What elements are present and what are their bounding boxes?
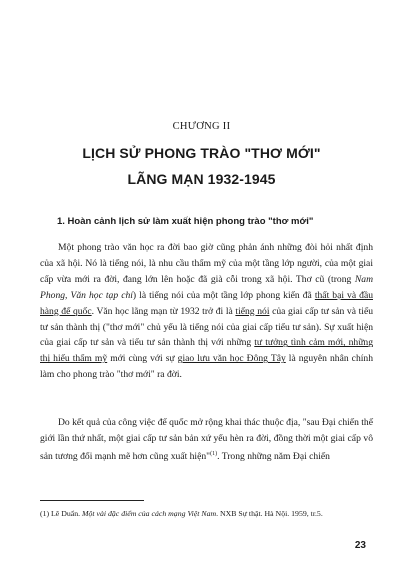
p1-underline-4: giao lưu văn học Đông Tây	[177, 353, 286, 365]
footnote	[40, 508, 373, 520]
p1-underline-2: tiếng nói	[235, 305, 270, 317]
chapter-title-line-1: LỊCH SỬ PHONG TRÀO "THƠ MỚI"	[82, 145, 321, 161]
chapter-title-line-2: LÃNG MẠN 1932-1945	[127, 171, 276, 187]
footnote-text-1: (1) Lê Duẩn.	[40, 509, 82, 518]
paragraph-2	[40, 415, 373, 465]
section-heading: 1. Hoàn cảnh lịch sử làm xuất hiện phong trào "thơ mới"	[57, 216, 314, 227]
p1-text-5: mới cùng với sự	[107, 353, 178, 365]
chapter-label: CHƯƠNG II	[172, 121, 231, 132]
footnote-text-2: . NXB Sự thật. Hà Nội. 1959, tr.5.	[216, 509, 323, 518]
footnote-italic-title: Một vài đặc điểm của cách mạng Việt Nam	[82, 509, 217, 518]
p2-text-1: Do kết quả của công việc để quốc mở rộng khai thác thuộc địa, "sau Đại chiến thế giới lần thứ nhất, một giai cấp tư sản bản xứ yếu hèn ra đời, đồng thời một giai cấp vô sản tương đối mạnh mẽ hơn cũng xuất hiện"	[40, 417, 373, 462]
footnote-divider	[40, 500, 144, 501]
p1-underline-1: thất bại và đầu hàng đế quốc	[40, 289, 373, 317]
p1-italic-journals: Nam Phong, Văn học tạp chí	[40, 273, 373, 301]
p1-text-3: . Văn học lãng mạn từ 1932 trở đi là	[91, 305, 236, 317]
footnote-ref: (1)	[210, 450, 218, 457]
p1-text-2: ) là tiếng nói của một tầng lớp phong kiến đã	[132, 289, 315, 301]
p1-text-1: Một phong trào văn học ra đời bao giờ cũng phản ánh những đòi hỏi nhất định của xã hội. Nó là tiếng nói, là nhu cầu thẩm mỹ của một tầng lớp người, của một giai cấp vừa mới ra đời, đang lớn lên hoặc đã già cỗi trong xã hội. Thơ cũ (trong	[40, 242, 373, 285]
p1-text-6: là nguyên nhân chính làm cho phong trào "thơ mới" ra đời.	[40, 353, 373, 381]
p2-text-2: . Trong những năm Đại chiến	[217, 451, 330, 462]
page-number: 23	[354, 540, 366, 551]
p1-text-4: của giai cấp tư sản và tiểu tư sản thành thị ("thơ mới" chủ yếu là tiếng nói của giai cấp tiểu tư sản). Sự xuất hiện của giai cấp tư sản và tiểu tư sản thành thị với những	[40, 305, 374, 349]
p1-underline-3: tư tưởng tình cảm mới, những thị hiếu thẩm mỹ	[40, 337, 373, 365]
paragraph-1	[40, 240, 373, 383]
